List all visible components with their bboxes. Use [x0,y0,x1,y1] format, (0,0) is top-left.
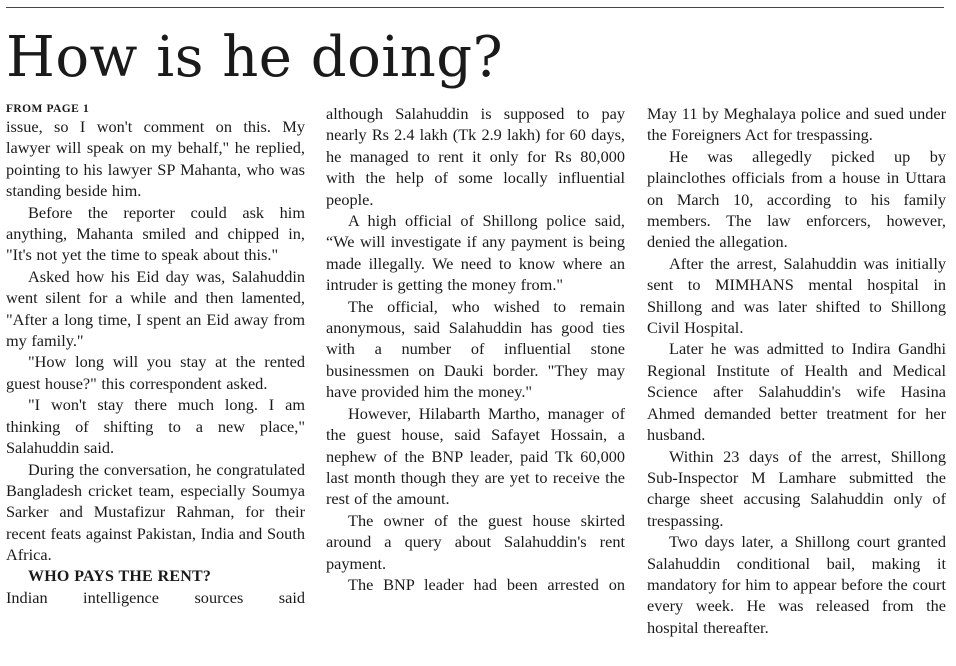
top-rule [6,7,944,8]
paragraph: However, Hilabarth Martho, manager of the guest house, said Safayet Hossain, a nephew of the BNP leader, paid Tk 60,000 last month though they are yet to receive the rest of the amount. [326,403,625,509]
paragraph: although Salahuddin is supposed to pay nearly Rs 2.4 lakh (Tk 2.9 lakh) for 60 days, he managed to rent it only for Rs 80,000 with the help of some locally influential people. [326,104,625,209]
paragraph: Before the reporter could ask him anything, Mahanta smiled and chipped in, "It's not yet the time to speak about this." [6,202,305,265]
section-subhead: WHO PAYS THE RENT? [28,567,212,585]
headline: How is he doing? [6,25,504,90]
paragraph: May 11 by Meghalaya police and sued under the Foreigners Act for trespassing. [647,104,946,145]
column-1 [6,103,305,608]
paragraph: During the conversation, he congratulated Bangladesh cricket team, especially Soumya Sarker and Mustafizur Rahman, for their recent feats against Pakistan, India and South Africa. [6,459,305,565]
paragraph: He was allegedly picked up by plainclothes officials from a house in Uttara on March 10, according to his family members. The law enforcers, however, denied the allegation. [647,146,946,252]
column-3 [647,103,946,638]
paragraph: The BNP leader had been arrested on [348,574,625,594]
paragraph: The official, who wished to remain anonymous, said Salahuddin has good ties with a number of influential stone businessmen on Dauki border. "They may have provided him the money." [326,296,625,402]
paragraph: issue, so I won't comment on this. My lawyer will speak on my behalf," he replied, pointing to his lawyer SP Mahanta, who was standing beside him. [6,117,305,201]
paragraph: Asked how his Eid day was, Salahuddin went silent for a while and then lamented, "After a long time, I spent an Eid away from my family." [6,266,305,351]
paragraph: A high official of Shillong police said, “We will investigate if any payment is being made illegally. We need to know where an intruder is getting the money from." [326,211,625,295]
paragraph: Two days later, a Shillong court granted Salahuddin conditional bail, making it mandatory for him to appear before the court every week. He was released from the hospital thereafter. [647,532,946,637]
paragraph: "How long will you stay at the rented guest house?" this correspondent asked. [6,352,305,393]
column-2 [326,103,625,595]
paragraph: Later he was admitted to Indira Gandhi Regional Institute of Health and Medical Science after Salahuddin's wife Hasina Ahmed demanded better treatment for her husband. [647,339,946,445]
paragraph: "I won't stay there much long. I am thinking of shifting to a new place," Salahuddin said. [6,395,305,458]
paragraph: The owner of the guest house skirted around a query about Salahuddin's rent payment. [326,510,625,573]
continued-from-label: FROM PAGE 1 [6,103,90,115]
article-body [6,103,946,663]
paragraph: Within 23 days of the arrest, Shillong Sub-Inspector M Lamhare submitted the charge sheet accusing Salahuddin only of trespassing. [647,446,946,530]
paragraph: After the arrest, Salahuddin was initially sent to MIMHANS mental hospital in Shillong and was later shifted to Shillong Civil Hospital. [647,253,946,338]
paragraph: Indian intelligence sources said [6,587,305,607]
